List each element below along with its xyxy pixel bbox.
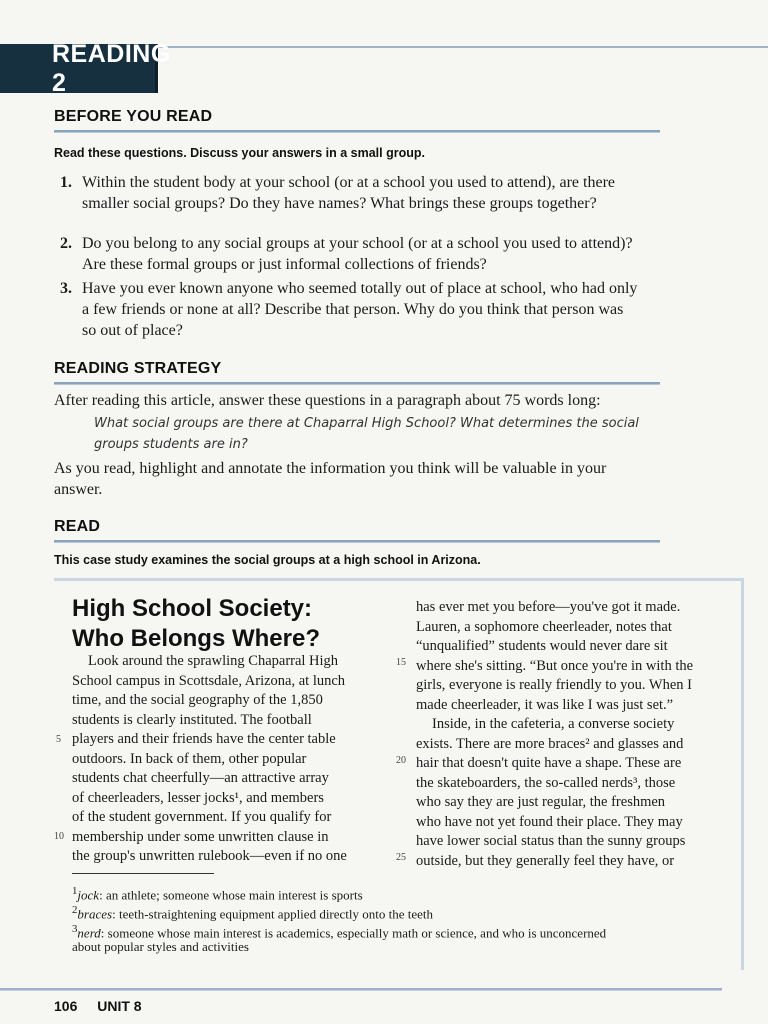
reading-strategy-intro: After reading this article, answer these questions in a paragraph about 75 words long:	[54, 392, 601, 409]
article-right-column	[416, 598, 728, 871]
article-line: Lauren, a sophomore cheerleader, notes that	[416, 618, 672, 635]
article-line: students chat cheerfully—an attractive array	[72, 770, 329, 786]
question-2	[60, 233, 640, 275]
question-text: Have you ever known anyone who seemed totally out of place at school, who had only a few friends or none at all? Describe that person. Why do you think that person was so out of place?	[82, 280, 638, 339]
line-number: 20	[396, 755, 406, 766]
article-line: Look around the sprawling Chaparral High	[88, 653, 339, 669]
footnote-rule	[72, 873, 214, 874]
line-number: 15	[396, 657, 406, 668]
footnote: $^1$jock: an athlete; someone whose main interest is sports	[72, 885, 363, 903]
line-number: 10	[54, 831, 64, 842]
footnote: $^2$braces: teeth-straightening equipment applied directly onto the teeth	[72, 904, 434, 922]
question-1	[60, 172, 640, 214]
reading-strategy-prompt: What social groups are there at Chaparral High School? What determines the social groups students are in?	[94, 416, 639, 452]
question-3	[60, 278, 640, 341]
article-line: players and their friends have the center table	[72, 731, 336, 747]
article-line: hair that doesn't quite have a shape. These are	[416, 755, 682, 771]
question-number: 3.	[60, 280, 72, 297]
article-line: of the student government. If you qualify for	[72, 809, 332, 825]
article-left-column	[72, 652, 392, 867]
section-rule	[54, 130, 660, 133]
reading-strategy-heading: READING STRATEGY	[54, 360, 222, 377]
article-line: outdoors. In back of them, other popular	[72, 750, 307, 767]
section-rule	[54, 540, 660, 543]
article-line: where she's sitting. “But once you're in with the	[416, 657, 694, 674]
article-line: who say they are just regular, the freshmen	[416, 794, 666, 810]
article-line: outside, but they generally feel they have, or	[416, 852, 675, 869]
page-number: 106	[54, 998, 78, 1014]
article-line: membership under some unwritten clause in	[72, 828, 329, 845]
line-number: 5	[56, 734, 61, 745]
article-line: School campus in Scottsdale, Arizona, at lunch	[72, 672, 346, 689]
question-number: 2.	[60, 235, 72, 252]
article-line: Inside, in the cafeteria, a converse society	[432, 716, 675, 732]
question-text: Within the student body at your school (or at a school you used to attend), are there smaller social groups? Do they have names? What brings these groups together?	[82, 174, 615, 212]
article-line: made cheerleader, it was like I was just set.”	[416, 696, 674, 713]
article-line: have lower social status than the sunny groups	[416, 833, 686, 849]
section-rule	[54, 382, 660, 385]
article-line: students is clearly instituted. The football	[72, 711, 312, 728]
reading-label: READING 2	[0, 44, 158, 93]
question-number: 1.	[60, 174, 72, 191]
page-footer	[54, 998, 158, 1014]
article-line: the skateboarders, the so-called nerds³, those	[416, 774, 676, 791]
article-line: of cheerleaders, lesser jocks¹, and members	[72, 789, 324, 806]
article-line: time, and the social geography of the 1,850	[72, 692, 323, 708]
footnote: $^3$nerd: someone whose main interest is academics, especially math or science, and who is unconcerned	[72, 923, 607, 941]
before-you-read-heading: BEFORE YOU READ	[54, 108, 213, 125]
article-line: who have not yet found their place. They may	[416, 813, 683, 830]
article-title-line: Who Belongs Where?	[72, 625, 320, 652]
article-title	[72, 594, 392, 654]
article-title-line: High School Society:	[72, 595, 313, 622]
article-line: girls, everyone is really friendly to you. When I	[416, 677, 692, 693]
unit-label: UNIT 8	[97, 998, 142, 1014]
question-text: Do you belong to any social groups at your school (or at a school you used to attend)? Are these formal groups or just informal collections of friends?	[82, 235, 633, 273]
read-description: This case study examines the social groups at a high school in Arizona.	[54, 553, 481, 567]
article-line: exists. There are more braces² and glasses and	[416, 735, 684, 752]
article-line: has ever met you before—you've got it made.	[416, 599, 681, 615]
reading-strategy-note: As you read, highlight and annotate the information you think will be valuable in your answer.	[54, 460, 607, 498]
before-you-read-instruction: Read these questions. Discuss your answers in a small group.	[54, 146, 425, 160]
footer-rule	[0, 988, 722, 991]
line-number: 25	[396, 852, 406, 863]
footnote-continuation: about popular styles and activities	[72, 939, 249, 954]
article-line: the group's unwritten rulebook—even if no one	[72, 848, 347, 864]
read-heading: READ	[54, 518, 101, 535]
article-line: “unqualified” students would never dare sit	[416, 638, 668, 654]
